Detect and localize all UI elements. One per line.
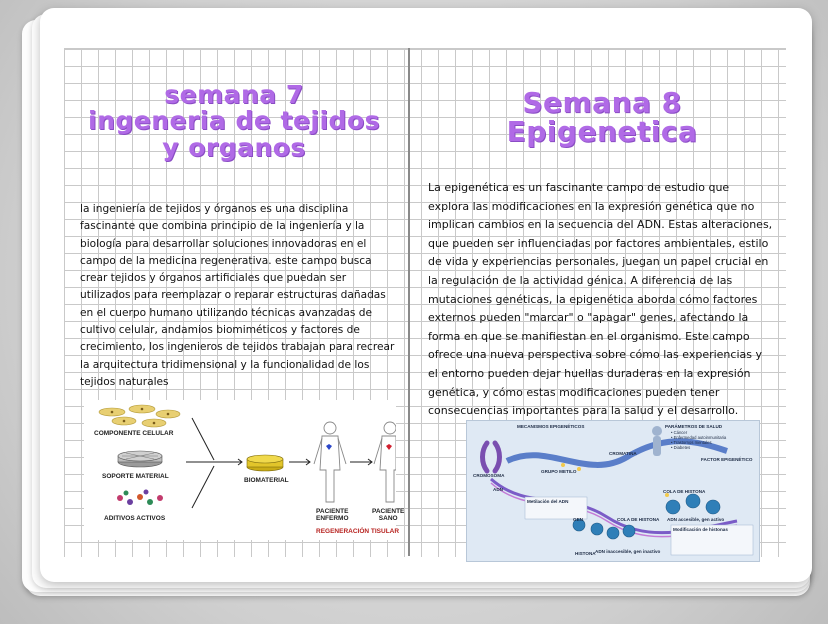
right-title-line: Epigenetica <box>506 115 698 149</box>
right-page-paragraph: La epigenética es un fascinante campo de estudio que explora las modificaciones en la expresión genética que no implican cambios en la secuencia del ADN. Estas alteraciones, que pueden ser influenciadas por factores ambientales, estilo de vida y experiencias personales, juegan un papel crucial en la regulación de la actividad génica. A diferencia de las mutaciones genéticas, la epigenética aborda cómo factores externos pueden "marcar" o "apagar" genes, afectando la forma en que se manifiestan en el organismo. Este campo ofrece una nueva perspectiva sobre cómo las experiencias y el entorno pueden dejar huellas duraderas en la expresión genética, y cómo estas modificaciones pueden tener consecuencias importantes para la salud y el desarrollo. <box>428 181 773 418</box>
left-page-paragraph: la ingeniería de tejidos y órganos es una disciplina fascinante que combina principio de la ingeniería y la biología para desarrollar soluciones innovadoras en el campo de la medicina regenerativa. este campo busca crear tejidos y órganos artificiales que puedan ser utilizados para reemplazar o reparar estructuras dañadas en el cuerpo humano utilizando técnicas avanzadas de cultivo celular, andamios biomiméticos y factores de crecimiento, los ingenieros de tejidos trabajan para recrear la arquitectura tridimensional y la funcionalidad de los tejidos naturales <box>80 203 395 388</box>
health-item: • Cáncer <box>671 430 688 435</box>
dna-methylation-label: Metilación del ADN <box>527 499 569 504</box>
human-silhouette-icon <box>652 426 662 456</box>
histone-tail-label: COLA DE HISTONA <box>663 489 706 494</box>
health-item: • Enfermedad autoinmunitaria <box>671 435 727 440</box>
sick-patient-line: PACIENTE <box>316 508 349 515</box>
chromatin-label: CROMATINA <box>609 451 637 456</box>
sick-patient-figure <box>314 422 346 502</box>
epigenetics-diagram <box>467 421 759 561</box>
methyl-group-label: GRUPO METILO <box>541 469 577 474</box>
histone-modification-label: Modificación de histonas <box>673 527 728 532</box>
gene-label: GEN <box>573 517 583 522</box>
regeneration-caption: REGENERACIÓN TISULAR <box>316 528 400 535</box>
left-page-title <box>78 82 390 161</box>
additives-icon <box>117 490 163 506</box>
biomaterial-icon <box>247 455 283 471</box>
right-title-line: Semana 8 <box>522 86 682 119</box>
sick-patient-line: ENFERMO <box>316 515 349 522</box>
sick-patient-label <box>316 508 349 522</box>
inactive-dna-label: ADN inaccesible, gen inactivo <box>595 549 661 554</box>
healthy-patient-figure <box>374 422 396 502</box>
right-page-title <box>432 88 772 147</box>
health-params-title: PARÁMETROS DE SALUD <box>665 424 723 429</box>
tissue-engineering-figure <box>84 400 405 540</box>
healthy-patient-line: SANO <box>378 515 398 522</box>
histone-label: HISTONA <box>575 551 596 556</box>
chromosome-label: CROMOSOMA <box>473 473 505 478</box>
mechanisms-title: MECANISMOS EPIGENÉTICOS <box>517 424 585 429</box>
left-title-line: ingeneria de tejidos <box>88 106 380 136</box>
active-dna-label: ADN accesible, gen activo <box>667 517 725 522</box>
healthy-patient-label <box>372 508 404 522</box>
notebook-spine <box>408 48 410 556</box>
dna-label: ADN <box>493 487 503 492</box>
support-material-label: SOPORTE MATERIAL <box>102 473 169 480</box>
health-item: • Trastornos mentales <box>671 440 712 445</box>
healthy-patient-line: PACIENTE <box>372 508 405 515</box>
left-title-line: y organos <box>162 132 306 162</box>
converging-arrows <box>186 418 242 508</box>
health-item: • Diabetes <box>671 445 691 450</box>
active-additives-label: ADITIVOS ACTIVOS <box>104 515 166 522</box>
biomaterial-label: BIOMATERIAL <box>244 477 289 484</box>
scaffold-icon <box>118 451 162 467</box>
notebook-spread <box>40 8 812 582</box>
component-cell-label: COMPONENTE CELULAR <box>94 430 174 437</box>
epigenetic-factor-label: FACTOR EPIGENÉTICO <box>701 457 753 462</box>
cells-icon <box>99 405 180 427</box>
left-title-line: semana 7 <box>164 80 304 109</box>
histone-tail-label-2: COLA DE HISTONA <box>617 517 660 522</box>
epigenetics-figure <box>466 420 760 562</box>
